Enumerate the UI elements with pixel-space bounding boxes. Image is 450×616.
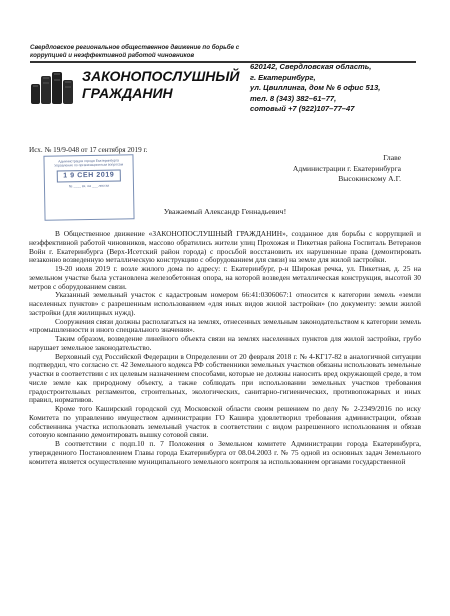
stamp-line1: Администрация города Екатеринбурга (58, 158, 119, 164)
paragraph-2: 19-20 июля 2019 г. возле жилого дома по адресу: г. Екатеринбург, р-н Широкая речка, ул. Пикетная, д. 25 на земельном участке была установлена железобетонная опора, на которой возведен металлическая конструкция, высотой 30 метров с оборудованием связи. (29, 264, 421, 291)
org-name-line2: ГРАЖДАНИН (82, 85, 173, 101)
outgoing-number: Исх. № 19/9-048 от 17 сентября 2019 г. (29, 146, 148, 154)
addressee-line3: Высокинскому А.Г. (338, 174, 401, 183)
raised-fists-logo (30, 66, 75, 106)
paragraph-8: В соответствии с подп.10 п. 7 Положения о Земельном комитете Администрации города Екатеринбурга, утвержденного Постановлением Главы города Екатеринбурга от 08.04.2003 г. № 75 одной из основных задач Земельного комитета является осуществление муниципального земельного контроля за использованием органами государственной (29, 439, 421, 466)
org-name-line1: ЗАКОНОПОСЛУШНЫЙ (82, 68, 240, 84)
paragraph-3: Указанный земельный участок с кадастровым номером 66:41:0306067:1 относится к категории земель «земли населенных пунктов» с разрешенным использованием «для иных видов жилой застройки» (по документу: земли жилой застройки (для жилищных нужд). (29, 290, 421, 317)
paragraph-7: Кроме того Каширский городской суд Московской области своим решением по делу № 2-2349/2016 по иску Комитета по управлению имуществом администрации ГО Кашира удовлетворил требования администрации, обязав собственника участка использовать земельный участок в соответствии с видом разрешенного использования и обязав сотовую компанию демонтировать вышку сотовой связи. (29, 404, 421, 440)
addressee-line1: Главе (383, 153, 401, 162)
stamp-line3: № ____ вх. на ___ листах (68, 183, 110, 189)
org-name (82, 68, 242, 102)
salutation: Уважаемый Александр Геннадьевич! (163, 207, 287, 216)
stamp-line2: Управление по организационным вопросам (54, 162, 124, 168)
paragraph-1: В Общественное движение «ЗАКОНОПОСЛУШНЫЙ ГРАЖДАНИН», созданное для борьбы с коррупцией и неэффективной работой чиновников, массово обратились жители улиц Прохожая и Пикетная района Госпиталь Ветеранов Войн г. Екатеринбурга (Верх-Исетский район города) с просьбой восстановить их нарушенные права (демонтировать незаконно возведенную металлическую конструкцию с оборудованием для связи) на земле для жилой застройки. (29, 229, 421, 265)
addressee-line2: Администрации г. Екатеринбурга (292, 163, 401, 173)
addressee (215, 153, 401, 185)
paragraph-5: Таким образом, возведение линейного объекта связи на землях населенных пунктов для жилой застройки, грубо нарушает земельное законодательство. (29, 334, 421, 352)
address-line3: ул. Цвиллинга, дом № 6 офис 513, (250, 83, 381, 93)
stamp-date: 1 9 СЕН 2019 (57, 169, 121, 182)
paragraph-6: Верховный суд Российской Федерации в Определении от 20 февраля 2018 г. № 4-КГ17-82 в аналогичной ситуации подтвердил, что согласно ст. 42 Земельного кодекса РФ собственники земельных участков обязаны использовать земельные участки в соответствии с их целевым назначением способами, которые не должны наносить вред окружающей среде, в том числе земле как природному объекту, а также соблюдать при использовании земельных участков требования градостроительных регламентов, строительных, экологических, санитарно-гигиенических, противопожарных и иных правил, нормативов. (29, 351, 421, 405)
address-line1: 620142, Свердловская область, (250, 62, 372, 71)
org-full-name: Свердловское региональное общественное движение по борьбе с коррупцией и неэффективной работой чиновников (30, 44, 240, 59)
address-line4: тел. 8 (343) 382–61–77, (250, 93, 337, 103)
paragraph-4: Сооружения связи должны располагаться на землях, отнесенных земельным законодательством к категории земель «промышленности и иного специального значения». (29, 316, 421, 335)
address-line2: г. Екатеринбург, (250, 72, 316, 82)
letter-body (29, 230, 421, 466)
org-address (250, 62, 440, 115)
address-line5: сотовый +7 (922)107–77–47 (250, 104, 355, 114)
